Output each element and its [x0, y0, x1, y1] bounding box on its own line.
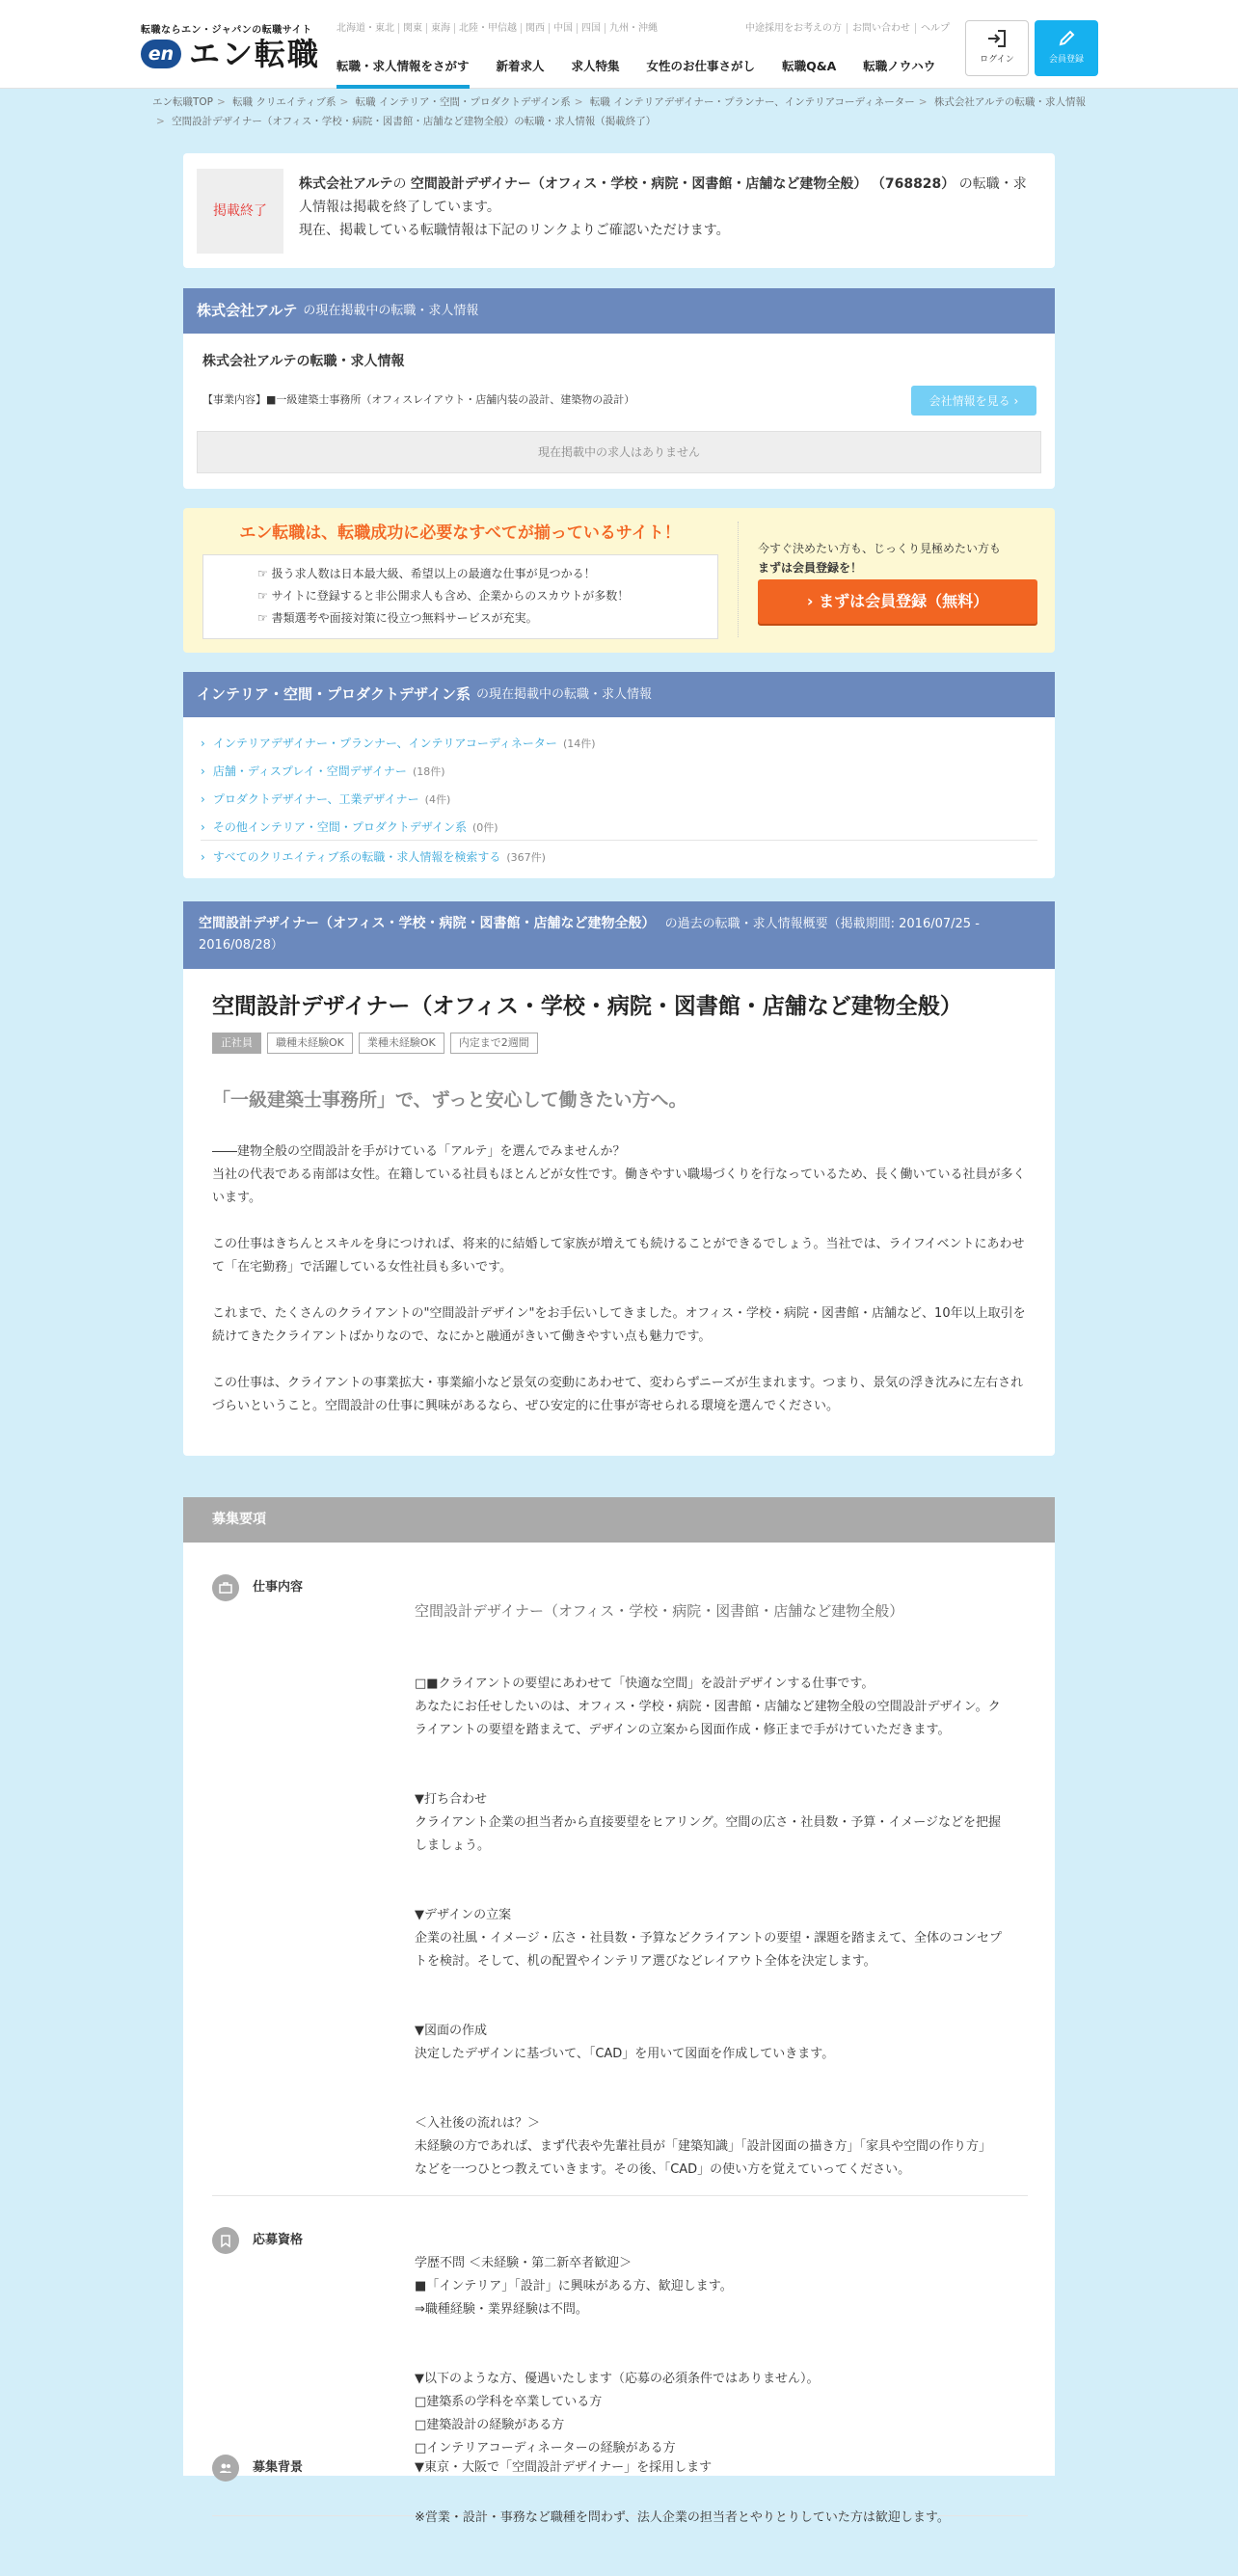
category-header-suffix: の現在掲載中の転職・求人情報 [475, 686, 652, 702]
utility-link-contact[interactable]: お問い合わせ [847, 23, 915, 34]
job-description [212, 1140, 1028, 1441]
category-link-item[interactable] [201, 758, 596, 786]
region-link[interactable]: 北陸・甲信越 [454, 23, 521, 34]
job-paragraph: これまで、たくさんのクライアントの"空間設計デザイン"をお手伝いしてきました。オフィス・学校・病院・図書館・店舗など、10年以上取引を続けてきたクライアントばかりなので、なにかと融通がきいて働きやすい点も魅力です。 [212, 1306, 1026, 1344]
work-paragraph: ▼打ち合わせ クライアント企業の担当者から直接要望をヒアリング。空間の広さ・社員数・予算・イメージなどを把握しましょう。 [415, 1792, 1002, 1853]
promo-right-line2: まずは会員登録を！ [758, 561, 863, 575]
region-link[interactable]: 四国 [577, 23, 605, 34]
requirements-header: 募集要項 [183, 1497, 1055, 1543]
category-section-header [183, 672, 1055, 717]
briefcase-icon [212, 1574, 239, 1601]
qualifications-paragraph: ※営業・設計・事務など職種を問わず、法人企業の担当者とやりとりしていた方は歓迎します。 [415, 2510, 950, 2525]
promo-list [202, 554, 718, 639]
logo-en-mark: en [141, 40, 181, 68]
requirement-label [212, 2227, 303, 2254]
job-catchphrase: 「一級建築士事務所」で、ずっと安心して働きたい方へ。 [212, 1089, 687, 1111]
notice-text [299, 173, 1036, 242]
qualifications-paragraph: 学歴不問 ＜未経験・第二新卒者歓迎＞ ■「インテリア」「設計」に興味がある方、歓迎します。 ⇒職種経験・業界経験は不問。 [415, 2256, 733, 2317]
listing-ended-badge: 掲載終了 [197, 169, 283, 254]
job-tag: 内定まで2週間 [450, 1033, 538, 1054]
chevron-right-icon: › [201, 792, 205, 806]
breadcrumb-item[interactable]: 株式会社アルテの転職・求人情報 [933, 96, 1086, 108]
pencil-icon [1057, 29, 1076, 48]
category-links [201, 730, 596, 842]
register-button[interactable] [1035, 20, 1098, 76]
all-creative-link[interactable] [201, 844, 546, 872]
job-tags [212, 1033, 544, 1054]
no-active-jobs-message: 現在掲載中の求人はありません [197, 431, 1041, 473]
chevron-right-icon: › [806, 592, 820, 610]
bookmark-icon [212, 2227, 239, 2254]
job-summary-period: の過去の転職・求人情報概要（掲載期間: 2016/07/25 - 2016/08/28） [199, 917, 980, 953]
global-nav [336, 54, 962, 89]
job-tag: 職種未経験OK [267, 1033, 353, 1054]
category-link-item[interactable] [201, 814, 596, 842]
category-link-label[interactable]: インテリアデザイナー・プランナー、インテリアコーディネーター [212, 737, 557, 750]
job-summary-title: 空間設計デザイナー（オフィス・学校・病院・図書館・店舗など建物全般） [199, 916, 656, 931]
requirement-label [212, 2455, 303, 2482]
notice-company: 株式会社アルテ [299, 176, 393, 192]
requirement-label [212, 1574, 303, 1601]
category-section [183, 672, 1055, 878]
notice-particle: の [392, 176, 407, 192]
requirements-section [183, 1497, 1055, 2525]
register-cta-button[interactable] [758, 579, 1037, 624]
breadcrumb: エン転職TOP > 転職 クリエイティブ系 > 転職 インテリア・空間・プロダクトデザイン系 > 転職 インテリアデザイナー・プランナー、インテリアコーディネーター > 株式会社アルテの転職・求人情報> 空間設計デザイナー（オフィス・学校・病院・図書館・店舗など建物全般）の転職・求人情報（掲載終了） [152, 96, 1086, 127]
work-label: 仕事内容 [253, 1580, 304, 1596]
chevron-right-icon: › [201, 765, 205, 778]
job-paragraph: この仕事はきちんとスキルを身につければ、将来的に結婚して家族が増えても続けることができるでしょう。当社では、ライフイベントにあわせて「在宅勤務」で活躍している女性社員も多いです。 [212, 1237, 1025, 1275]
breadcrumb-item[interactable]: 転職 クリエイティブ系 [232, 96, 336, 108]
notice-line2: 現在、掲載している転職情報は下記のリンクよりご確認いただけます。 [299, 223, 730, 238]
company-business: 【事業内容】■一級建築士事務所（オフィスレイアウト・店舗内装の設計、建築物の設計） [202, 393, 635, 406]
job-tag: 業種未経験OK [359, 1033, 444, 1054]
category-link-item[interactable] [201, 786, 596, 814]
nav-new-jobs[interactable]: 新着求人 [496, 59, 545, 73]
promo-title: エン転職は、転職成功に必要なすべてが揃っているサイト！ [239, 523, 681, 543]
register-cta-label: まずは会員登録（無料） [819, 592, 989, 610]
nav-women-jobs[interactable]: 女性のお仕事さがし [646, 59, 756, 73]
divider [201, 840, 1037, 841]
region-link[interactable]: 中国 [549, 23, 577, 34]
site-header [0, 0, 1238, 89]
region-link[interactable]: 九州・沖縄 [605, 23, 661, 34]
job-summary-header [183, 901, 1055, 969]
company-section [183, 288, 1055, 489]
job-paragraph: ――建物全般の空間設計を手がけている「アルテ」を選んでみませんか？ 当社の代表である南部は女性。在籍している社員もほとんどが女性です。働きやすい職場づくりを行なっているため、長く働いている社員が多くいます。 [212, 1144, 1026, 1205]
utility-link-help[interactable]: ヘルプ [915, 23, 955, 34]
register-label: 会員登録 [1048, 55, 1084, 66]
category-link-count: (14件) [562, 738, 596, 750]
notice-job-title: 空間設計デザイナー（オフィス・学校・病院・図書館・店舗など建物全般） [410, 176, 868, 192]
site-logo[interactable] [141, 37, 320, 71]
company-section-header [183, 288, 1055, 334]
background-content: ▼東京・大阪で「空間設計デザイナー」を採用します [415, 2460, 713, 2475]
chevron-right-icon: › [201, 737, 205, 750]
breadcrumb-current: 空間設計デザイナー（オフィス・学校・病院・図書館・店舗など建物全般）の転職・求人情報（掲載終了） [172, 116, 657, 127]
category-link-item[interactable] [201, 730, 596, 758]
login-button[interactable] [965, 20, 1029, 76]
promo-right-text [758, 539, 1037, 577]
region-links [336, 23, 661, 34]
work-paragraph: ▼図面の作成 決定したデザインに基づいて、「CAD」を用いて図面を作成していきます。 [415, 2024, 835, 2061]
region-link[interactable]: 北海道・東北 [336, 23, 394, 34]
notice-job-id: （768828） [871, 176, 955, 192]
work-paragraph: □■クライアントの要望にあわせて「快適な空間」を設計デザインする仕事です。 あなたにお任せしたいのは、オフィス・学校・病院・図書館・店舗など建物全般の空間設計デザイン。クライアントの要望を踏まえて、デザインの立案から図面作成・修正まで手がけていただきます。 [415, 1677, 1001, 1737]
category-link-count: (18件) [412, 765, 445, 778]
company-info-label: 会社情報を見る [928, 393, 1010, 408]
listing-ended-notice [183, 153, 1055, 268]
breadcrumb-item[interactable]: エン転職TOP [152, 96, 214, 108]
people-icon [212, 2455, 239, 2482]
company-name: 株式会社アルテ [197, 302, 298, 320]
requirement-row-work [212, 1574, 1028, 2196]
nav-features[interactable]: 求人特集 [571, 59, 620, 73]
category-link-count: (0件) [471, 821, 498, 834]
job-summary [183, 901, 1055, 1456]
promo-banner [183, 508, 1055, 653]
promo-divider [738, 522, 739, 637]
company-header-suffix: の現在掲載中の転職・求人情報 [303, 303, 479, 318]
all-creative-link-label[interactable]: すべてのクリエイティブ系の転職・求人情報を検索する [212, 850, 501, 864]
job-paragraph: この仕事は、クライアントの事業拡大・事業縮小など景気の変動にあわせて、変わらずニーズが生まれます。つまり、景気の浮き沈みに左右されづらいということ。空間設計の仕事に興味があるなら、ぜひ安定的に仕事が寄せられる環境を選んでください。 [212, 1376, 1024, 1413]
qualifications-content [415, 2229, 1003, 2576]
category-link-label[interactable]: その他インテリア・空間・プロダクトデザイン系 [212, 820, 467, 834]
utility-link-recruiters[interactable]: 中途採用をお考えの方 [745, 23, 842, 34]
work-lead: 空間設計デザイナー（オフィス・学校・病院・図書館・店舗など建物全般） [415, 1602, 904, 1620]
notice-line1: の転職・求人情報は掲載を終了しています。 [299, 176, 1027, 215]
breadcrumb-item[interactable]: 転職 インテリアデザイナー・プランナー、インテリアコーディネーター [589, 96, 915, 108]
utility-links [740, 23, 955, 34]
qualifications-paragraph: ▼以下のような方、優遇いたします（応募の必須条件ではありません）。 □建築系の学科を卒業している方 □建築設計の経験がある方 □インテリアコーディネーターの経験がある方 [415, 2372, 820, 2455]
promo-right-line1: 今すぐ決めたい方も、じっくり見極めたい方も [758, 542, 1002, 555]
job-tag: 正社員 [212, 1033, 261, 1054]
job-title: 空間設計デザイナー（オフィス・学校・病院・図書館・店舗など建物全般） [212, 994, 962, 1019]
nav-search-jobs[interactable]: 転職・求人情報をさがす [336, 54, 470, 89]
breadcrumb-item[interactable]: 転職 インテリア・空間・プロダクトデザイン系 [355, 96, 571, 108]
company-info-button[interactable] [911, 386, 1036, 416]
promo-item: ☞ 扱う求人数は日本最大級、希望以上の最適な仕事が見つかる！ [257, 563, 717, 585]
logo-tagline: 転職ならエン・ジャパンの転職サイト [141, 25, 312, 36]
category-link-label[interactable]: プロダクトデザイナー、工業デザイナー [212, 792, 419, 806]
category-link-label[interactable]: 店舗・ディスプレイ・空間デザイナー [212, 765, 407, 778]
chevron-right-icon: › [201, 850, 205, 864]
region-link[interactable]: 関東 [398, 23, 426, 34]
requirement-row-background [212, 2455, 1028, 2493]
nav-knowhow[interactable]: 転職ノウハウ [863, 59, 936, 73]
promo-item: ☞ 書類選考や面接対策に役立つ無料サービスが充実。 [257, 607, 717, 630]
region-link[interactable]: 関西 [521, 23, 549, 34]
login-label: ログイン [980, 55, 1014, 66]
background-label: 募集背景 [253, 2460, 304, 2476]
nav-qa[interactable]: 転職Q&A [782, 59, 837, 73]
chevron-right-icon: › [1013, 393, 1019, 408]
chevron-right-icon: › [201, 820, 205, 834]
logo-text: エン転職 [189, 36, 321, 72]
work-content [415, 1576, 1003, 2228]
category-link-count: (4件) [424, 793, 451, 806]
all-creative-count: (367件) [506, 851, 546, 864]
qualifications-label: 応募資格 [253, 2233, 304, 2248]
work-paragraph: ＜入社後の流れは？＞ 未経験の方であれば、まず代表や先輩社員が「建築知識」「設計図面の描き方」「家具や空間の作り方」などを一つひとつ教えていきます。その後、「CAD」の使い方を覚えていってください。 [415, 2116, 992, 2177]
category-name: インテリア・空間・プロダクトデザイン系 [197, 685, 471, 704]
promo-item: ☞ サイトに登録すると非公開求人も含め、企業からのスカウトが多数！ [257, 585, 717, 607]
region-link[interactable]: 東海 [426, 23, 454, 34]
company-subtitle: 株式会社アルテの転職・求人情報 [202, 354, 405, 369]
login-icon [986, 29, 1008, 48]
work-paragraph: ▼デザインの立案 企業の社風・イメージ・広さ・社員数・予算などクライアントの要望・課題を踏まえて、全体のコンセプトを検討。そして、机の配置やインテリア選びなどレイアウト全体を決定します。 [415, 1908, 1003, 1969]
